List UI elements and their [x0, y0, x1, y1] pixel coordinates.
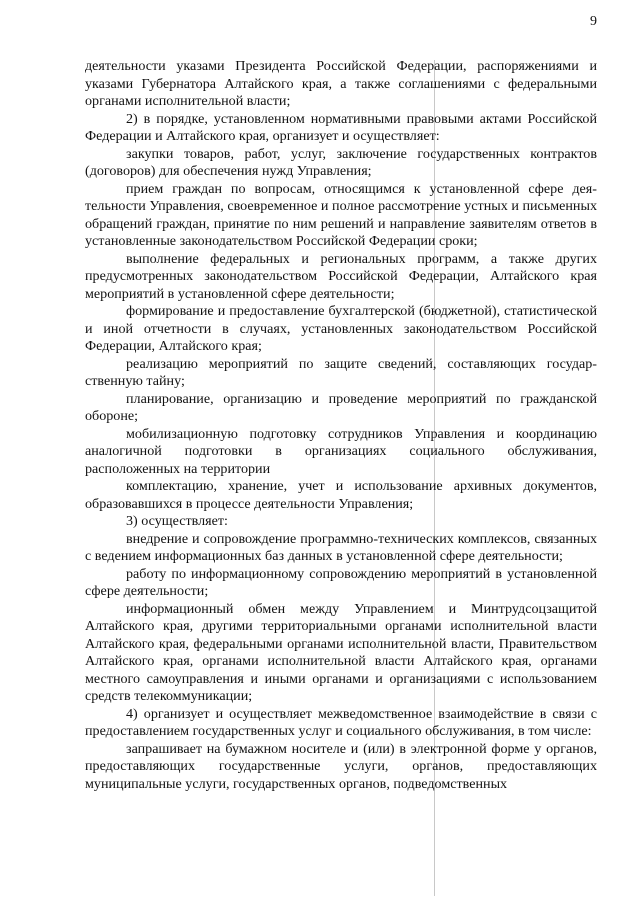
body-paragraph: комплектацию, хранение, учет и использование архивных документов, образовавшихся в процессе деятельности Управления; [85, 478, 597, 512]
body-paragraph: деятельности указами Президента Российской Федерации, распоряжениями и указами Губернатора Алтайского края, а также соглашениями с федеральными органами исполнительной власти; [85, 58, 597, 109]
body-paragraph: работу по информационному сопровождению мероприятий в установленной сфере деятельности; [85, 565, 597, 599]
body-paragraph: запрашивает на бумажном носителе и (или) в электронной форме у органов, предоставляющих государственные услуги, органов, предоставляющих муниципальные услуги, государственных органов, подведомственных [85, 740, 597, 792]
body-paragraph: формирование и предоставление бухгалтерской (бюджетной), статистической и иной отчетности в случаях, установленных законодательством Российской Федерации, Алтайского края; [85, 303, 597, 354]
body-paragraph: информационный обмен между Управлением и Минтрудсоцзащитой Алтайского края, другими территориальными органами исполнительной власти Алтайского края, федеральными органами исполнительной власти, Правительством Алтайского края, органами исполнительной власти Алтайского края, органами местного самоуправления и иными органами и организациями с использованием средств телекоммуникации; [85, 600, 597, 704]
body-paragraph: 2) в порядке, установленном нормативными правовыми актами Российской Федерации и Алтайского края, организует и осуществляет: [85, 110, 597, 144]
body-paragraph: 3) осуществляет: [126, 513, 228, 529]
body-paragraph: планирование, организацию и проведение мероприятий по гражданской обороне; [85, 390, 597, 424]
document-body [85, 58, 597, 793]
body-paragraph: мобилизационную подготовку сотрудников Управления и координацию аналогичной подготовки в организациях социального обслуживания, расположенных на территории [85, 425, 597, 477]
body-paragraph: прием граждан по вопросам, относящимся к установленной сфере деятельности Управления, своевременное и полное рассмотрение устных и письменных обращений граждан, принятие по ним решений и направление заявителям ответов в установленные законодательством Российской Федерации сроки; [85, 180, 597, 249]
body-paragraph: закупки товаров, работ, услуг, заключение государственных контрактов (договоров) для обеспечения нужд Управления; [85, 145, 597, 179]
body-paragraph: реализацию мероприятий по защите сведений, составляющих государственную тайну; [85, 355, 597, 389]
body-paragraph: 4) организует и осуществляет межведомственное взаимодействие в связи с предоставлением государственных услуг и социального обслуживания, в том числе: [85, 705, 597, 739]
page-number: 9 [590, 14, 597, 29]
body-paragraph: выполнение федеральных и региональных программ, а также других предусмотренных законодательством Российской Федерации, Алтайского края мероприятий в установленной сфере деятельности; [85, 250, 597, 302]
body-paragraph: внедрение и сопровождение программно-технических комплексов, связанных с ведением информационных баз данных в установленной сфере деятельности; [85, 530, 597, 564]
